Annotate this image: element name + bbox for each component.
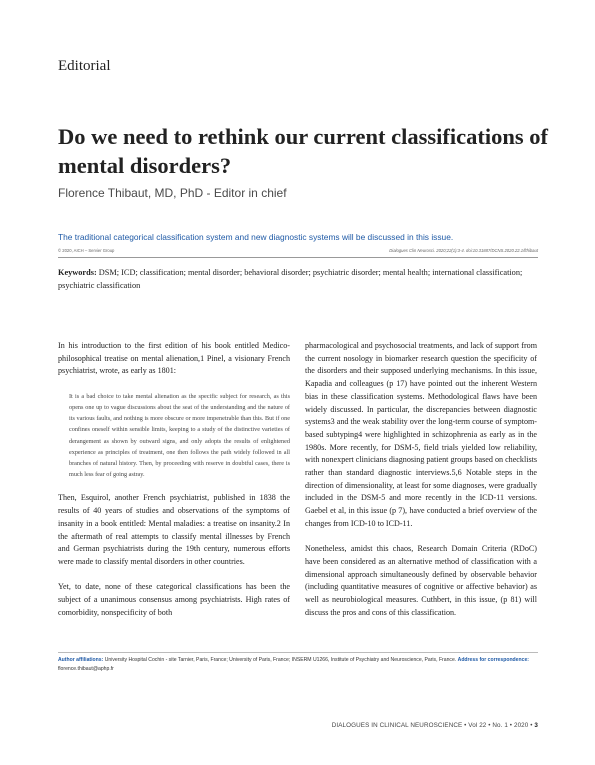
- citation: Dialogues Clin Neurosci. 2020;22(1):3-4. doi:10.31887/DCNS.2020.22.1/fthibaut: [389, 248, 538, 253]
- paragraph-3: Yet, to date, none of these categorical classifications has been the subject of a unanimous consensus among psychiatrists. High rates of comorbidity, nonspecificity of both: [58, 582, 290, 617]
- affiliations-label: Author affiliations:: [58, 657, 104, 663]
- author-affiliations: [58, 656, 538, 674]
- author-line: Florence Thibaut, MD, PhD - Editor in chief: [58, 186, 287, 200]
- keywords-text: DSM; ICD; classification; mental disorder; behavioral disorder; psychiatric disorder; mental health; international classification; psychiatric classification: [58, 268, 523, 291]
- copyright: © 2020, AICH – Servier Group: [58, 248, 115, 253]
- keywords: [58, 266, 538, 292]
- abstract: The traditional categorical classification system and new diagnostic systems will be discussed in this issue.: [58, 232, 454, 242]
- paragraph-4: pharmacological and psychosocial treatments, and lack of support from the current nosology in biomarker research question the specificity of the disorders and their supposed underlying mechanisms. In this issue, Kapadia and colleagues (p 17) have pointed out the inherent Western bias in these classification systems. Methodological flaws have been widely discussed. In particular, the discrepancies between diagnostic systems3 and the weak stability over the long-term course of symptom-based subtyping4 were highlighted in schizophrenia as early as in the 1980s. More recently, for DSM-5, field trials yielded low reliability, with nonexpert clinicians diagnosing patient groups based on checklists rather than standard diagnostic interviews.5,6 Notable steps in the direction of dimensionality, at least for some diagnoses, were gradually included in the DSM-5 and more recently in the ICD-11 versions. Gaebel et al, in this issue (p 7), have conducted a brief overview of the changes from ICD-10 to ICD-11.: [305, 341, 537, 528]
- section-label: Editorial: [58, 58, 111, 74]
- correspondence-email[interactable]: florence.thibaut@aphp.fr: [58, 666, 114, 672]
- footer-journal: DIALOGUES IN CLINICAL NEUROSCIENCE • Vol 22 • No. 1 • 2020 •: [331, 722, 533, 729]
- block-quote: It is a bad choice to take mental alienation as the specific subject for research, as this opens one up to vague discussions about the seat of the understanding and the nature of its various faults, and nothing is more obscure or more impenetrable than this. But if one confines oneself within sensible limits, keeping to a study of the distinctive varieties of derangement as shown by outward signs, and only adopts the results of enlightened experience as principles of treatment, one then follows the path widely followed in all branches of natural history. Then, by proceeding with reserve in doubtful cases, there is much less fear of going astray.: [69, 392, 290, 479]
- body-column-right: [305, 340, 537, 632]
- paragraph-5: Nonetheless, amidst this chaos, Research Domain Criteria (RDoC) have been considered as an alternative method of classification with a dimensional approach simultaneously defined by observable behavior (including quantitative measures of cognitive or affective behavior) as well as neurobiological measures. Cuthbert, in this issue, (p 81) will discuss the pros and cons of this classification.: [305, 544, 537, 617]
- page-footer: [332, 722, 538, 729]
- body-column-left: [58, 340, 290, 632]
- paragraph-2: Then, Esquirol, another French psychiatrist, published in 1838 the results of 40 years of studies and observations of the symptoms of insanity in a book entitled: Mental maladies: a treatise on insanity.2 In the aftermath of real attempts to classify mental illnesses by French and German psychiatrists during the 19th century, numerous efforts were made to classify mental disorders in other countries.: [58, 493, 290, 566]
- keywords-label: Keywords:: [58, 268, 97, 277]
- header-divider: [58, 257, 538, 258]
- correspondence-label: Address for correspondence:: [457, 657, 529, 663]
- paragraph-1: In his introduction to the first edition of his book entitled Medico-philosophical treatise on mental alienation,1 Pinel, a visionary French psychiatrist, wrote, as early as 1801:: [58, 341, 290, 376]
- article-title: Do we need to rethink our current classifications of mental disorders?: [58, 124, 548, 178]
- affiliations-text: University Hospital Cochin - site Tarnier, Paris, France; University of Paris, France; INSERM U1266, Institute of Psychiatry and Neuroscience, Paris, France.: [104, 657, 457, 663]
- page-number: 3: [534, 722, 538, 729]
